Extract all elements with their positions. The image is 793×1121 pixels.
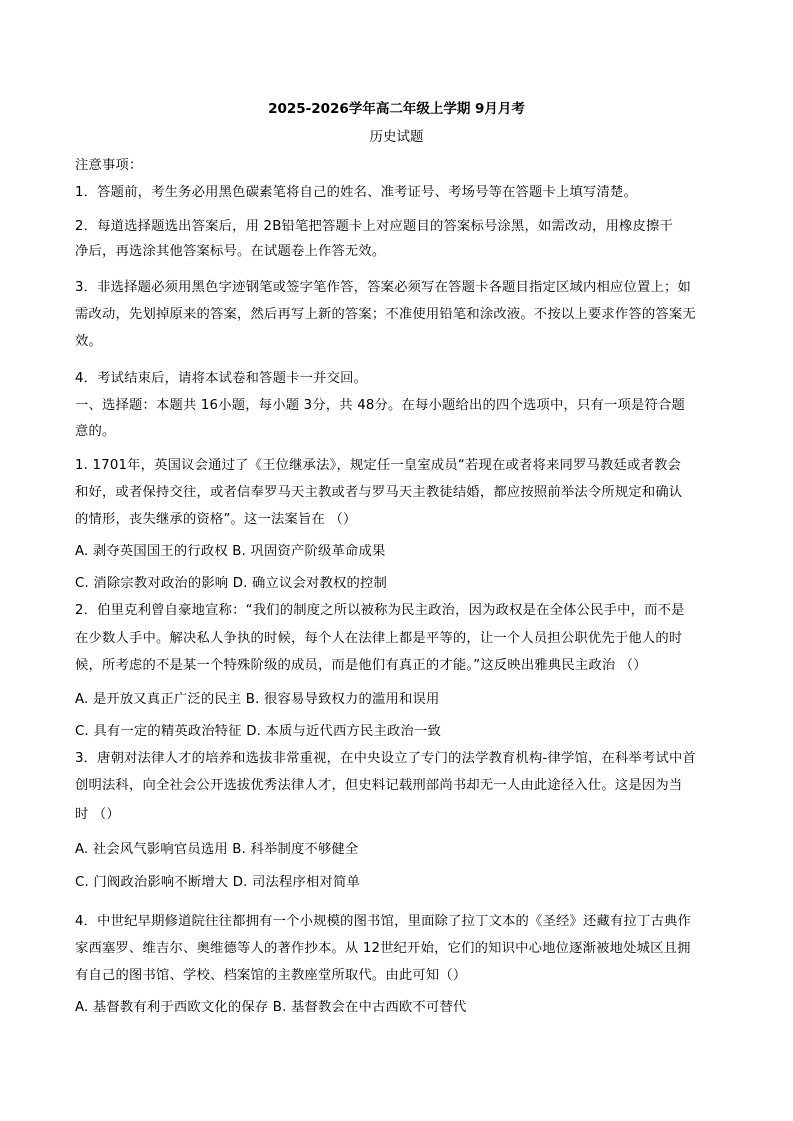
section-heading-line-1: 一、选择题：本题共 16小题，每小题 3分，共 48分。在每小题给出的四个选项中，只有一项是符合题: [75, 398, 685, 413]
notice-item-1: 1．答题前，考生务必用黑色碳素笔将自己的姓名、准考证号、考场号等在答题卡上填写清楚。: [75, 185, 638, 200]
question-1-options-line-1: A. 剥夺英国国王的行政权 B. 巩固资产阶级革命成果: [75, 544, 386, 559]
question-4-options-line-1: A. 基督教有利于西欧文化的保存 B. 基督教会在中古西欧不可替代: [75, 1000, 467, 1015]
question-2-options-line-1: A. 是开放又真正广泛的民主 B. 很容易导致权力的滥用和误用: [75, 692, 440, 707]
exam-subject: 历史试题: [369, 129, 424, 145]
notice-item-2-line-1: 2．每道选择题选出答案后，用 2B铅笔把答题卡上对应题目的答案标号涂黑，如需改动，用橡皮擦干: [75, 219, 673, 234]
question-1-stem-line-1: 1. 1701年，英国议会通过了《王位继承法》，规定任一皇室成员“若现在或者将来同罗马教廷或者教会: [75, 458, 681, 473]
question-3-stem-line-3: 时 （）: [75, 807, 120, 822]
question-3-stem-line-1: 3．唐朝对法律人才的培养和选拔非常重视，在中央设立了专门的法学教育机构-律学馆，在科举考试中首: [75, 751, 697, 766]
question-3-stem-line-2: 创明法科，向全社会公开选拔优秀法律人才，但史料记载刑部尚书却无一人由此途径入仕。这是因为当: [75, 778, 683, 793]
question-4-stem-line-1: 4．中世纪早期修道院往往都拥有一个小规模的图书馆，里面除了拉丁文本的《圣经》还藏有拉丁古典作: [75, 914, 692, 929]
notice-item-2-line-2: 净后，再选涂其他答案标号。在试题卷上作答无效。: [75, 244, 386, 259]
question-2-options-line-2: C. 具有一定的精英政治特征 D. 本质与近代西方民主政治一致: [75, 724, 441, 739]
question-3-options-line-2: C. 门阀政治影响不断增大 D. 司法程序相对简单: [75, 875, 360, 890]
notice-item-3-line-3: 效。: [75, 334, 102, 349]
question-4-stem-line-2: 家西塞罗、维吉尔、奥维德等人的著作抄本。从 12世纪开始，它们的知识中心地位逐渐被地处城区且拥: [75, 941, 691, 956]
section-heading-line-2: 意的。: [75, 424, 116, 439]
question-3-options-line-1: A. 社会风气影响官员选用 B. 科举制度不够健全: [75, 842, 359, 857]
question-1-options-line-2: C. 消除宗教对政治的影响 D. 确立议会对教权的控制: [75, 576, 387, 591]
question-1-stem-line-2: 和好，或者保持交往，或者信奉罗马天主教或者与罗马天主教徒结婚，都应按照前举法令所规定和确认: [75, 485, 683, 500]
question-1-stem-line-3: 的情形，丧失继承的资格”。这一法案旨在 （）: [75, 512, 357, 527]
question-2-stem-line-3: 候，所考虑的不是某一个特殊阶级的成员，而是他们有真正的才能。”这反映出雅典民主政治 （）: [75, 658, 647, 673]
notice-item-3-line-1: 3．非选择题必须用黑色字迹钢笔或签字笔作答，答案必须写在答题卡各题目指定区域内相应位置上；如: [75, 280, 692, 295]
notice-item-3-line-2: 需改动，先划掉原来的答案，然后再写上新的答案；不准使用铅笔和涂改液。不按以上要求作答的答案无: [75, 307, 696, 322]
question-4-stem-line-3: 有自己的图书馆、学校、档案馆的主教座堂所取代。由此可知（）: [75, 968, 467, 983]
notice-item-4: 4．考试结束后，请将本试卷和答题卡一并交回。: [75, 371, 368, 386]
notice-heading: 注意事项：: [75, 158, 143, 173]
question-2-stem-line-2: 在少数人手中。解决私人争执的时候，每个人在法律上都是平等的，让一个人员担公职优先于他人的时: [75, 631, 683, 646]
question-2-stem-line-1: 2．伯里克利曾自豪地宣称：“我们的制度之所以被称为民主政治，因为政权是在全体公民手中，而不是: [75, 603, 685, 618]
exam-title: 2025-2026学年高二年级上学期 9月月考: [268, 101, 525, 117]
